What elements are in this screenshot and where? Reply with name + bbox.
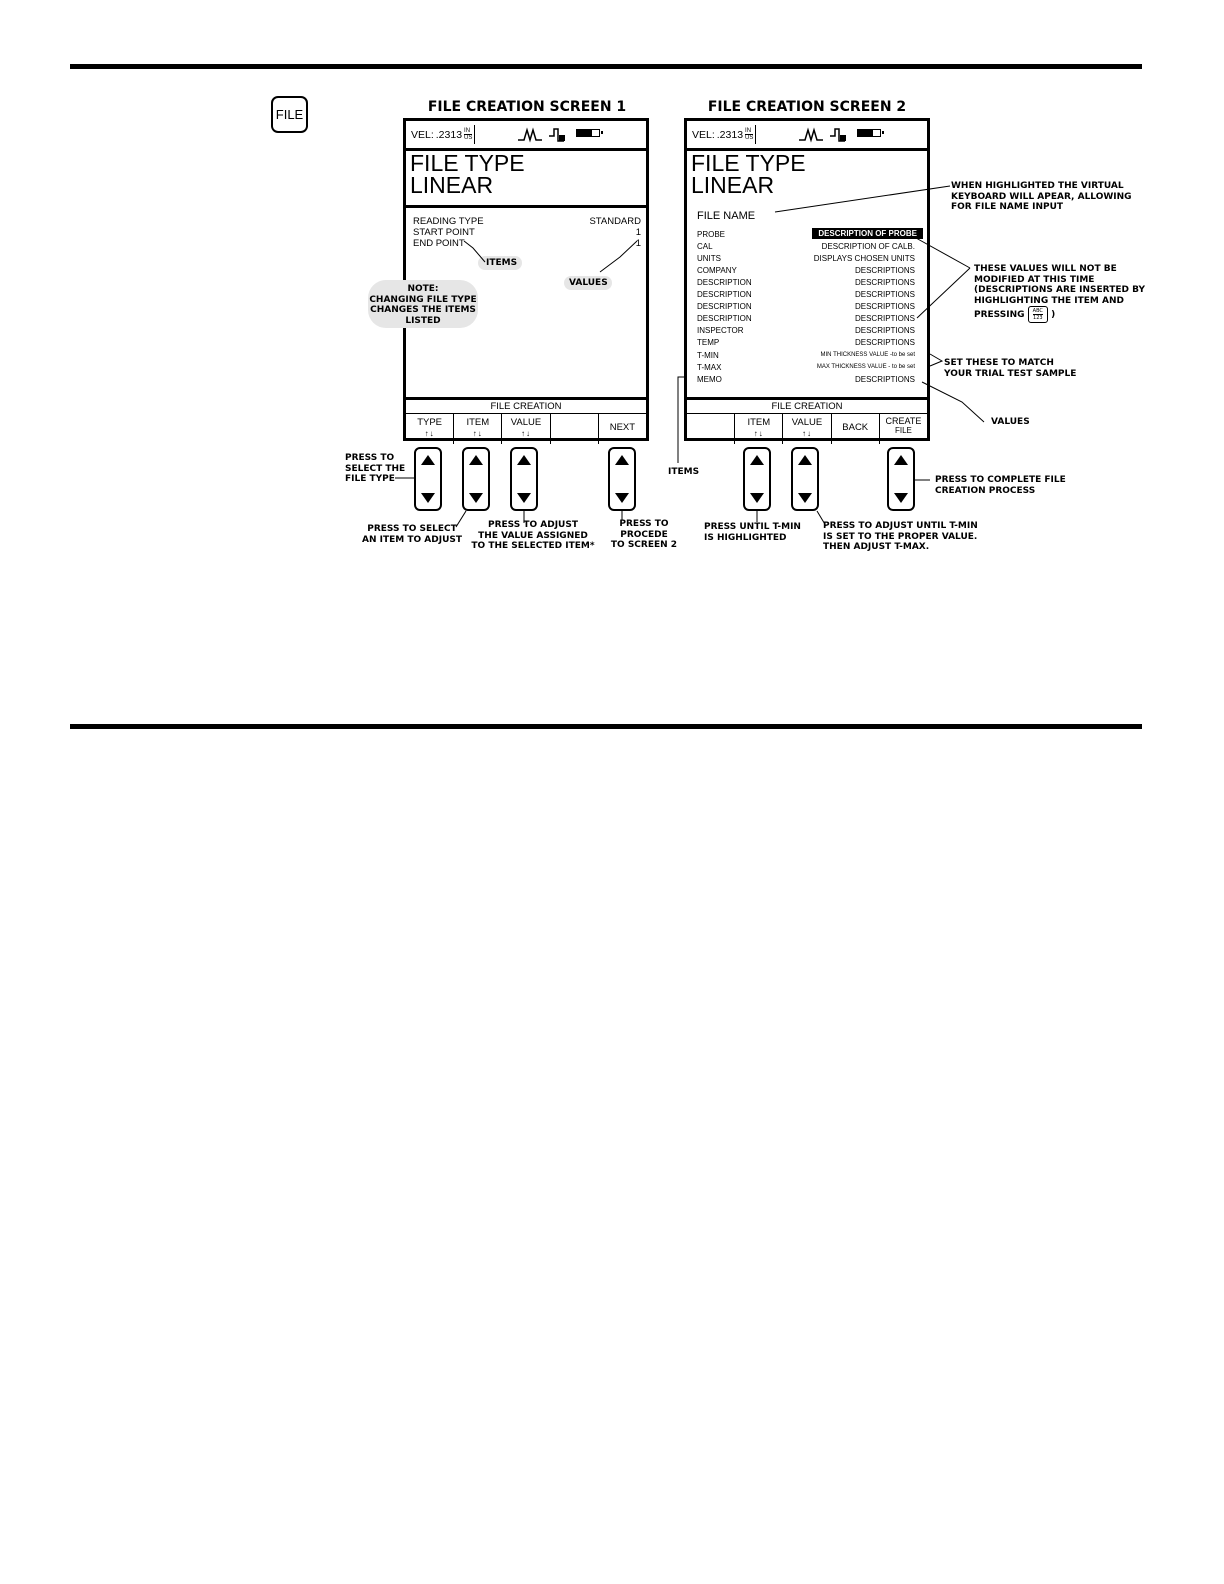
- list-item-value: 1: [635, 227, 641, 238]
- items-label: ITEMS: [668, 467, 700, 477]
- softkey-item[interactable]: ITEM ↑↓: [454, 414, 502, 444]
- list-item-label: DESCRIPTION: [697, 290, 752, 299]
- screen2-footer: FILE CREATION: [687, 397, 927, 414]
- list-item-label: READING TYPE: [413, 216, 484, 227]
- list-item-label: CAL: [697, 242, 713, 251]
- list-item-label: T-MAX: [697, 363, 722, 372]
- list-item-label: START POINT: [413, 227, 475, 238]
- press-until-text: PRESS UNTIL T-MIN IS HIGHLIGHTED: [704, 522, 801, 543]
- list-item-label: END POINT: [413, 238, 465, 249]
- values-label: VALUES: [991, 417, 1030, 427]
- list-item-value: DESCRIPTIONS: [854, 314, 915, 323]
- softkey-type[interactable]: TYPE ↑↓: [406, 414, 454, 444]
- list-item-value: DESCRIPTIONS: [854, 266, 915, 275]
- list-item-value: MIN THICKNESS VALUE -to be set: [820, 352, 915, 358]
- list-item-value: STANDARD: [589, 216, 641, 227]
- list-item-value: DESCRIPTIONS: [854, 290, 915, 299]
- press-value-text: PRESS TO ADJUST THE VALUE ASSIGNED TO THE SELECTED ITEM*: [471, 520, 595, 551]
- vel-value: .2313: [435, 128, 463, 141]
- list-item-value: DESCRIPTIONS: [854, 375, 915, 384]
- list-item-label: INSPECTOR: [697, 326, 744, 335]
- list-item-label: DESCRIPTION: [697, 278, 752, 287]
- softkey-value[interactable]: VALUE ↑↓: [502, 414, 550, 444]
- vel-label: VEL:: [411, 128, 434, 141]
- list-item-value: DESCRIPTIONS: [854, 302, 915, 311]
- softkey-value[interactable]: VALUE ↑↓: [783, 414, 831, 444]
- file-key-button[interactable]: FILE: [271, 96, 308, 133]
- probe-value-highlighted[interactable]: DESCRIPTION OF PROBE: [812, 228, 923, 239]
- vel-unit: IN US: [464, 128, 473, 141]
- values-label: VALUES: [569, 278, 608, 288]
- list-item-value: DISPLAYS CHOSEN UNITS: [813, 254, 915, 263]
- list-item-label: T-MIN: [697, 351, 719, 360]
- screen2-title: FILE CREATION SCREEN 2: [707, 99, 907, 115]
- screen2-file-type: FILE TYPE LINEAR: [691, 150, 806, 198]
- list-item-label: COMPANY: [697, 266, 737, 275]
- list-item-label: TEMP: [697, 338, 720, 347]
- list-item-value: DESCRIPTIONS: [854, 278, 915, 287]
- list-item-value: MAX THICKNESS VALUE - to be set: [816, 364, 915, 370]
- note-text: NOTE: CHANGING FILE TYPE CHANGES THE ITEMS LISTED: [369, 284, 477, 326]
- press-item-text: PRESS TO SELECT AN ITEM TO ADJUST: [362, 524, 462, 545]
- set-these-text: SET THESE TO MATCH YOUR TRIAL TEST SAMPLE: [944, 358, 1077, 379]
- list-item-value: 1: [635, 238, 641, 249]
- abc-123-key-icon: ABC 123: [1028, 306, 1048, 323]
- press-complete-text: PRESS TO COMPLETE FILE CREATION PROCESS: [935, 475, 1066, 496]
- screen1-footer: FILE CREATION: [406, 397, 646, 414]
- list-item-label: MEMO: [697, 375, 722, 384]
- list-item-label: DESCRIPTION: [697, 314, 752, 323]
- list-item-label: DESCRIPTION: [697, 302, 752, 311]
- softkey-item[interactable]: ITEM ↑↓: [735, 414, 783, 444]
- list-item-label: UNITS: [697, 254, 721, 263]
- softkey-back[interactable]: BACK: [832, 414, 880, 444]
- vel-unit: IN US: [745, 128, 754, 141]
- keyboard-note-text: WHEN HIGHLIGHTED THE VIRTUAL KEYBOARD WILL APEAR, ALLOWING FOR FILE NAME INPUT: [951, 181, 1132, 212]
- softkey-next[interactable]: NEXT: [609, 422, 636, 433]
- press-next-text: PRESS TO PROCEDE TO SCREEN 2: [610, 519, 678, 550]
- list-item-value: DESCRIPTIONS: [854, 326, 915, 335]
- screen1-title: FILE CREATION SCREEN 1: [427, 99, 627, 115]
- press-adjust-text: PRESS TO ADJUST UNTIL T-MIN IS SET TO THE PROPER VALUE. THEN ADJUST T-MAX.: [823, 521, 978, 552]
- not-modified-text: THESE VALUES WILL NOT BE MODIFIED AT THIS TIME (DESCRIPTIONS ARE INSERTED BY HIGHLIGHTING THE ITEM AND PRESSING ABC 123 ): [974, 264, 1145, 321]
- vel-label: VEL:: [692, 128, 715, 141]
- file-name-field[interactable]: FILE NAME: [697, 210, 756, 222]
- screen1-file-type: FILE TYPE LINEAR: [410, 150, 525, 198]
- list-item-value: DESCRIPTIONS: [854, 338, 915, 347]
- list-item-label: PROBE: [697, 230, 726, 239]
- items-label: ITEMS: [486, 258, 518, 268]
- vel-value: .2313: [716, 128, 744, 141]
- list-item-value: DESCRIPTION OF CALB.: [821, 242, 915, 251]
- softkey-create-file[interactable]: CREATE FILE: [885, 416, 922, 435]
- press-type-text: PRESS TO SELECT THE FILE TYPE: [345, 453, 406, 484]
